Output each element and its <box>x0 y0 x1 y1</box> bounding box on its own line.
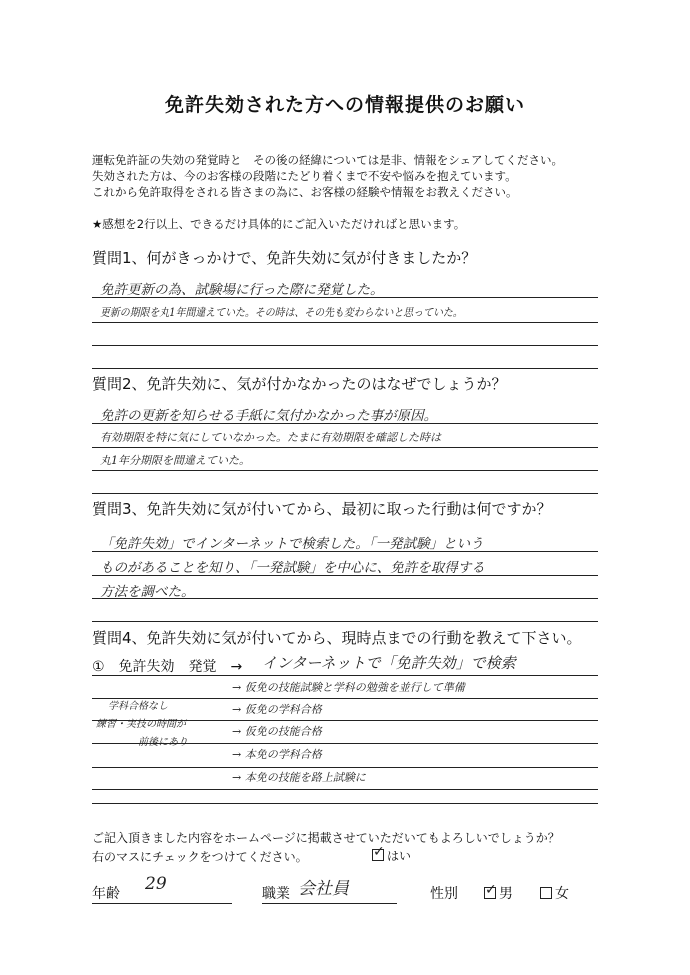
gender-male-option[interactable] <box>484 883 513 903</box>
age-value: 29 <box>145 874 167 894</box>
consent-yes-checkbox[interactable] <box>372 849 384 861</box>
gender-female-label: 女 <box>555 886 569 902</box>
question-3-label: 質問3、免許失効に気が付いてから、最初に取った行動は何ですか？ <box>92 500 552 518</box>
intro-text <box>92 152 563 200</box>
answer-line <box>92 789 598 790</box>
question-2-label: 質問2、免許失効に、気が付かなかったのはなぜでしょうか？ <box>92 375 507 393</box>
consent-yes-label: はい <box>387 849 412 863</box>
answer-line <box>92 322 598 323</box>
consent-instruction: 右のマスにチェックをつけてください。 <box>92 850 308 864</box>
answer-line <box>92 621 598 622</box>
answer-line <box>92 368 598 369</box>
step-item: → 本免の学科合格 <box>232 748 322 761</box>
intro-line: これから免許取得をされる皆さまの為に、お客様の経験や情報をお教えください。 <box>92 185 518 199</box>
gender-male-label: 男 <box>499 886 513 902</box>
gender-label: 性別 <box>430 886 458 902</box>
job-underline <box>262 903 397 904</box>
side-note-line: 練習・実技の時間が <box>96 719 186 730</box>
answer-line <box>92 493 598 494</box>
question-1-label: 質問1、何がきっかけで、免許失効に気が付きましたか？ <box>92 249 477 267</box>
first-step-handwritten: インターネットで「免許失効」で検索 <box>262 654 516 672</box>
page-title: 免許失効された方への情報提供のお願い <box>164 94 525 116</box>
step-item: → 仮免の学科合格 <box>232 703 322 716</box>
step-item: → 本免の技能を路上試験に <box>232 771 366 784</box>
answer-2-line-2: 有効期限を特に気にしていなかった。たまに有効期限を確認した時は <box>100 431 441 444</box>
consent-question: ご記入頂きました内容をホームページに掲載させていただいてもよろしいでしょうか？ <box>92 831 560 845</box>
answer-line <box>92 803 598 804</box>
side-note-line: 前後にあり <box>138 737 188 748</box>
step-item: → 仮免の技能合格 <box>232 725 322 738</box>
instruction-note: ★感想を2行以上、できるだけ具体的にご記入いただければと思います。 <box>92 217 466 231</box>
answer-2-line-1: 免許の更新を知らせる手紙に気付かなかった事が原因。 <box>100 408 438 424</box>
job-value: 会社員 <box>298 879 349 899</box>
gender-female-checkbox[interactable] <box>540 887 552 899</box>
answer-1-line-2: 更新の期限を丸1年間違えていた。その時は、その先も変わらないと思っていた。 <box>100 306 463 319</box>
gender-male-checkbox[interactable] <box>484 887 496 899</box>
job-label: 職業 <box>262 886 290 902</box>
answer-2-line-3: 丸1年分期限を間違えていた。 <box>100 454 250 467</box>
age-label: 年齢 <box>92 886 120 902</box>
intro-line: 運転免許証の失効の発覚時と その後の経緯については是非、情報をシェアしてください。 <box>92 153 564 167</box>
answer-line <box>92 447 598 448</box>
gender-female-option[interactable] <box>540 883 569 903</box>
consent-yes-option[interactable] <box>372 847 411 864</box>
answer-3-line-1: 「免許失効」でインターネットで検索した。「一発試験」という <box>100 536 484 552</box>
age-underline <box>92 903 232 904</box>
answer-3-line-3: 方法を調べた。 <box>100 584 195 600</box>
step-item: → 仮免の技能試験と学科の勉強を並行して準備 <box>232 681 465 694</box>
answer-line <box>92 345 598 346</box>
answer-3-line-2: ものがあることを知り、「一発試験」を中心に、免許を取得する <box>100 560 485 576</box>
answer-line <box>92 470 598 471</box>
intro-line: 失効された方は、今のお客様の段階にたどり着くまで不安や悩みを抱えています。 <box>92 169 517 183</box>
side-note-line: 学科合格なし <box>108 701 168 712</box>
first-step-label: ① 免許失効 発覚 → <box>92 659 243 675</box>
answer-line <box>92 767 598 768</box>
answer-line <box>92 675 598 676</box>
answer-1-line-1: 免許更新の為、試験場に行った際に発覚した。 <box>100 282 384 298</box>
question-4-label: 質問4、免許失効に気が付いてから、現時点までの行動を教えて下さい。 <box>92 629 582 647</box>
